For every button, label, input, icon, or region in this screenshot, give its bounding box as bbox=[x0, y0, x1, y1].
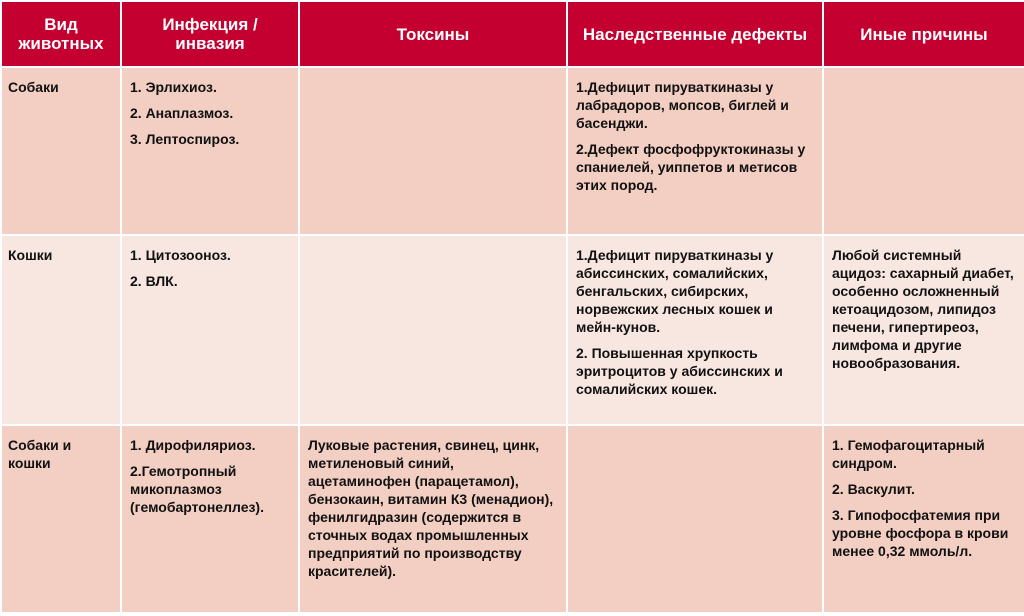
list-item: 3. Гипофосфатемия при уровне фосфора в крови менее 0,32 ммоль/л. bbox=[832, 507, 1009, 559]
hereditary-cell bbox=[567, 67, 823, 235]
table-row bbox=[1, 425, 1024, 613]
list-item: 1. Гемофагоцитарный синдром. bbox=[832, 437, 985, 471]
list-item: 2. Анаплазмоз. bbox=[130, 105, 234, 121]
animal-cell: Собаки bbox=[1, 67, 121, 235]
table-row bbox=[1, 67, 1024, 235]
list-item: 2.Дефект фосфофруктокиназы у спаниелей, уиппетов и метисов этих пород. bbox=[576, 141, 806, 193]
list-item: 2. Повышенная хрупкость эритроцитов у абиссинских и сомалийских кошек. bbox=[576, 345, 783, 397]
list-item: 1. Цитозооноз. bbox=[130, 247, 231, 263]
table-row bbox=[1, 235, 1024, 425]
list-item: 2. Васкулит. bbox=[832, 481, 915, 497]
header-other: Иные причины bbox=[823, 1, 1024, 67]
animal-cell: Собаки и кошки bbox=[1, 425, 121, 613]
list-item: 3. Лептоспироз. bbox=[130, 131, 240, 147]
infection-cell bbox=[121, 67, 299, 235]
other-cell bbox=[823, 67, 1024, 235]
infection-cell bbox=[121, 235, 299, 425]
list-item: 2. ВЛК. bbox=[130, 273, 178, 289]
other-cell bbox=[823, 425, 1024, 613]
hereditary-cell bbox=[567, 235, 823, 425]
infection-cell bbox=[121, 425, 299, 613]
header-row bbox=[1, 1, 1024, 67]
toxins-cell bbox=[299, 67, 567, 235]
list-item: 1.Дефицит пируваткиназы у лабрадоров, мопсов, биглей и басенджи. bbox=[576, 79, 789, 131]
toxins-cell: Луковые растения, свинец, цинк, метиленовый синий, ацетаминофен (парацетамол), бензокаин, витамин К3 (менадион), фенилгидразин (содержится в сточных водах промышленных предприятий по производству красителей). bbox=[299, 425, 567, 613]
list-item: 2.Гемотропный микоплазмоз (гемобартонеллез). bbox=[130, 463, 264, 515]
other-cell bbox=[823, 235, 1024, 425]
list-item: 1. Эрлихиоз. bbox=[130, 79, 217, 95]
list-item: 1. Дирофиляриоз. bbox=[130, 437, 256, 453]
list-item: 1.Дефицит пируваткиназы у абиссинских, сомалийских, бенгальских, сибирских, норвежских лесных кошек и мейн-кунов. bbox=[576, 247, 774, 335]
toxins-cell bbox=[299, 235, 567, 425]
header-animal: Вид животных bbox=[1, 1, 121, 67]
header-hereditary: Наследственные дефекты bbox=[567, 1, 823, 67]
animal-cell: Кошки bbox=[1, 235, 121, 425]
hereditary-cell bbox=[567, 425, 823, 613]
list-item: Любой системный ацидоз: сахарный диабет, особенно осложненный кетоацидозом, липидоз печени, гипертиреоз, лимфома и другие новообразования. bbox=[832, 247, 1014, 371]
header-toxins: Токсины bbox=[299, 1, 567, 67]
header-infection: Инфекция / инвазия bbox=[121, 1, 299, 67]
